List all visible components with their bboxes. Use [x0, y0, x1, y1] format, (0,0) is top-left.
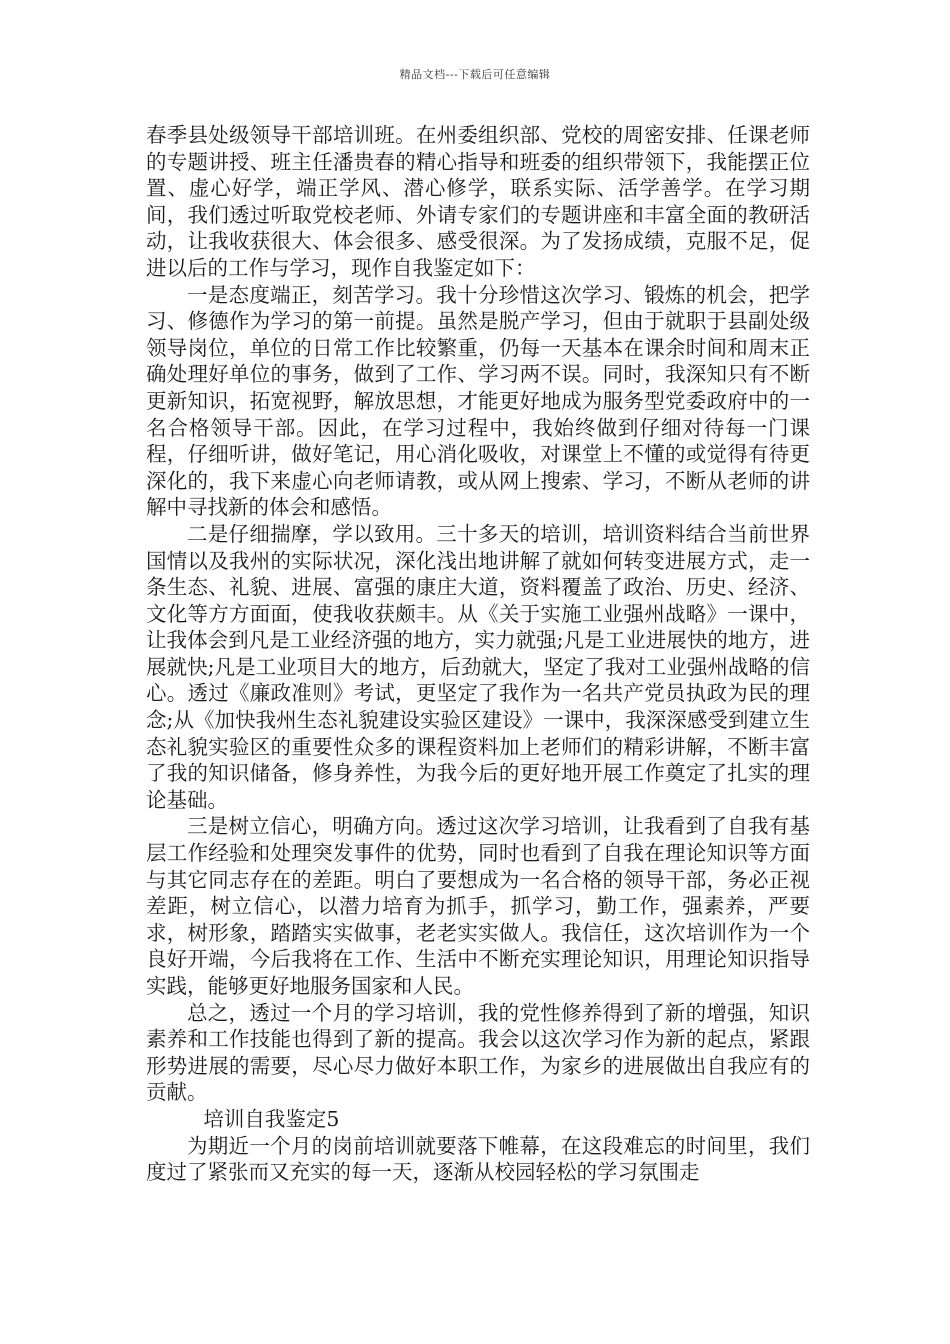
paragraph-intro: 春季县处级领导干部培训班。在州委组织部、党校的周密安排、任课老师的专题讲授、班主任潘贵春的精心指导和班委的组织带领下，我能摆正位置、虚心好学，端正学风、潜心修学，联系实际、活学善学。在学习期间，我们透过听取党校老师、外请专家们的专题讲座和丰富全面的教研活动，让我收获很大、体会很多、感受很深。为了发扬成绩，克服不足，促进以后的工作与学习，现作自我鉴定如下：: [146, 123, 810, 280]
paragraph-next-section: 为期近一个月的岗前培训就要落下帷幕，在这段难忘的时间里，我们度过了紧张而又充实的每一天，逐渐从校园轻松的学习氛围走: [146, 1133, 810, 1185]
paragraph-conclusion: 总之，透过一个月的学习培训，我的党性修养得到了新的增强，知识素养和工作技能也得到了新的提高。我会以这次学习作为新的起点，紧跟形势进展的需要，尽心尽力做好本职工作，为家乡的进展做出自我应有的贡献。: [146, 1000, 810, 1105]
document-body: [146, 122, 810, 1186]
page-header: 精品文档---下载后可任意编辑: [399, 68, 551, 81]
section-heading: 培训自我鉴定5: [203, 1106, 340, 1131]
paragraph-point-one: 一是态度端正，刻苦学习。我十分珍惜这次学习、锻炼的机会，把学习、修德作为学习的第一前提。虽然是脱产学习，但由于就职于县副处级领导岗位，单位的日常工作比较繁重，仍每一天基本在课余时间和周末正确处理好单位的事务，做到了工作、学习两不误。同时，我深知只有不断更新知识，拓宽视野，解放思想，才能更好地成为服务型党委政府中的一名合格领导干部。因此，在学习过程中，我始终做到仔细对待每一门课程，仔细听讲，做好笔记，用心消化吸收，对课堂上不懂的或觉得有待更深化的，我下来虚心向老师请教，或从网上搜索、学习，不断从老师的讲解中寻找新的体会和感悟。: [146, 282, 810, 520]
paragraph-point-three: 三是树立信心，明确方向。透过这次学习培训，让我看到了自我有基层工作经验和处理突发事件的优势，同时也看到了自我在理论知识等方面与其它同志存在的差距。明白了要想成为一名合格的领导干部，务必正视差距，树立信心，以潜力培育为抓手，抓学习，勤工作，强素养，严要求，树形象，踏踏实实做事，老老实实做人。我信任，这次培训作为一个良好开端，今后我将在工作、生活中不断充实理论知识，用理论知识指导实践，能够更好地服务国家和人民。: [146, 814, 810, 998]
paragraph-point-two: 二是仔细揣摩，学以致用。三十多天的培训，培训资料结合当前世界国情以及我州的实际状况，深化浅出地讲解了就如何转变进展方式，走一条生态、礼貌、进展、富强的康庄大道，资料覆盖了政治、历史、经济、文化等方方面面，使我收获颇丰。从《关于实施工业强州战略》一课中，让我体会到凡是工业经济强的地方，实力就强;凡是工业进展快的地方，进展就快;凡是工业项目大的地方，后劲就大，坚定了我对工业强州战略的信心。透过《廉政准则》考试，更坚定了我作为一名共产党员执政为民的理念;从《加快我州生态礼貌建设实验区建设》一课中，我深深感受到建立生态礼貌实验区的重要性众多的课程资料加上老师们的精彩讲解，不断丰富了我的知识储备，修身养性，为我今后的更好地开展工作奠定了扎实的理论基础。: [146, 521, 810, 812]
